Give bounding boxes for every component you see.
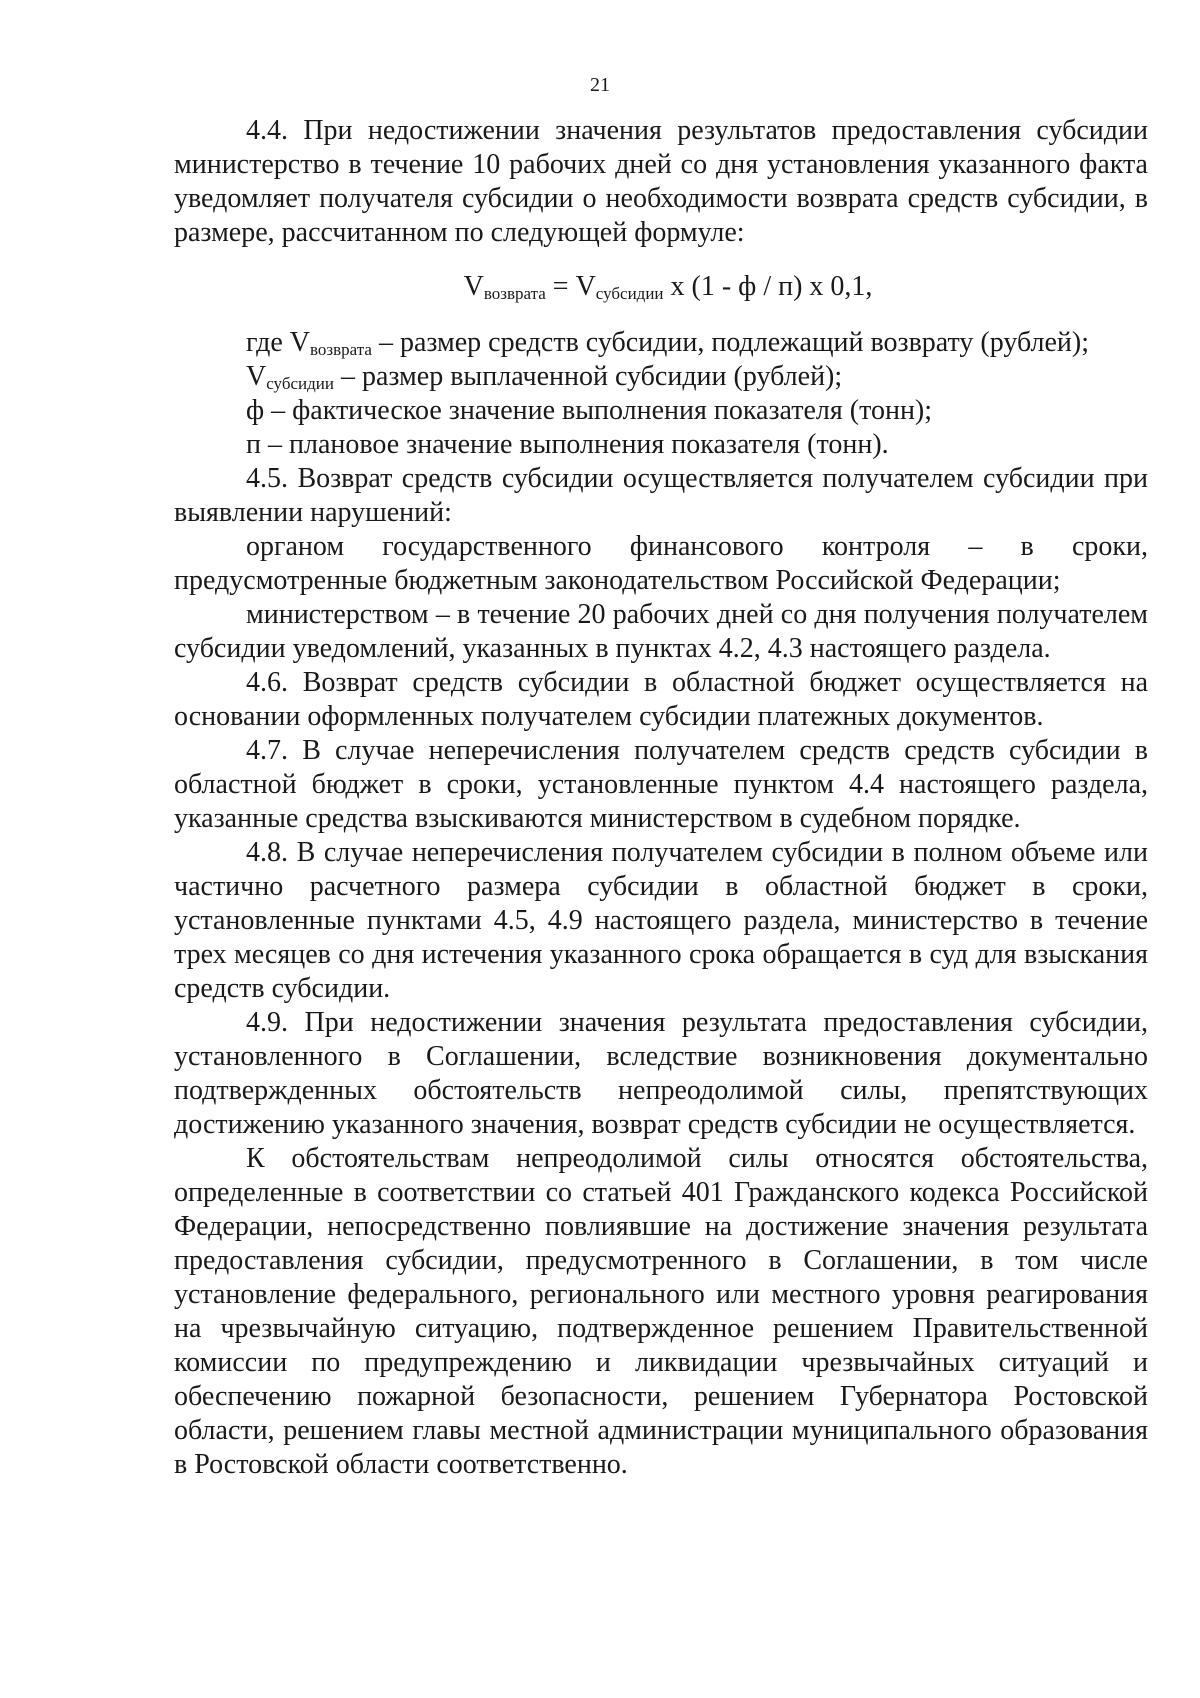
definition-p: п – плановое значение выполнения показателя (тонн).	[246, 429, 889, 460]
return-formula	[174, 270, 1148, 304]
formula-v-subsidy: V	[575, 271, 596, 302]
paragraph-force-majeure: К обстоятельствам непреодолимой силы относятся обстоятельства, определенные в соответствии со статьей 401 Гражданского кодекса Российской Федерации, непосредственно повлиявшие на достижение значения результата предоставления субсидии, предусмотренного в Соглашении, в том числе установление федерального, регионального или местного уровня реагирования на чрезвычайную ситуацию, подтвержденное решением Правительственной комиссии по предупреждению и ликвидации чрезвычайных ситуаций и обеспечению пожарной безопасности, решением Губернатора Ростовской области, решением главы местной администрации муниципального образования в Ростовской области соответственно.	[174, 1143, 1148, 1480]
paragraph-4-4: 4.4. При недостижении значения результатов предоставления субсидии министерство в течение 10 рабочих дней со дня установления указанного факта уведомляет получателя субсидии о необходимости возврата средств субсидии, в размере, рассчитанном по следующей формуле:	[174, 115, 1148, 248]
definition-f: ф – фактическое значение выполнения показателя (тонн);	[246, 395, 933, 426]
paragraph-4-6: 4.6. Возврат средств субсидии в областной бюджет осуществляется на основании оформленных получателем субсидии платежных документов.	[174, 667, 1148, 732]
definition-v-subsidy-prefix: V	[246, 361, 267, 392]
formula-sub-return: возврата	[483, 284, 546, 303]
definition-v-return-prefix: где V	[246, 327, 310, 358]
definition-v-return-text: – размер средств субсидии, подлежащий возврату (рублей);	[371, 327, 1089, 358]
formula-sub-subsidy: субсидии	[595, 284, 664, 303]
definition-v-return	[174, 326, 1148, 360]
formula-equals: =	[545, 271, 576, 302]
paragraph-4-5-ministry: министерством – в течение 20 рабочих дней со дня получения получателем субсидии уведомлений, указанных в пунктах 4.2, 4.3 настоящего раздела.	[174, 599, 1148, 664]
definition-v-subsidy-text: – размер выплаченной субсидии (рублей);	[333, 361, 843, 392]
paragraph-4-9: 4.9. При недостижении значения результата предоставления субсидии, установленного в Соглашении, вследствие возникновения документально подтвержденных обстоятельств непреодолимой силы, препятствующих достижению указанного значения, возврат средств субсидии не осуществляется.	[174, 1007, 1148, 1140]
paragraph-4-7: 4.7. В случае неперечисления получателем средств средств субсидии в областной бюджет в сроки, установленные пунктом 4.4 настоящего раздела, указанные средства взыскиваются министерством в судебном порядке.	[174, 735, 1148, 834]
definition-v-subsidy-sub: субсидии	[266, 374, 334, 393]
paragraph-4-8: 4.8. В случае неперечисления получателем субсидии в полном объеме или частично расчетного размера субсидии в областной бюджет в сроки, установленные пунктами 4.5, 4.9 настоящего раздела, министерство в течение трех месяцев со дня истечения указанного срока обращается в суд для взыскания средств субсидии.	[174, 837, 1148, 1004]
definition-v-subsidy	[174, 360, 1148, 394]
formula-rest: х (1 - ф / п) х 0,1,	[663, 271, 873, 302]
document-body	[174, 114, 1148, 1482]
paragraph-4-5: 4.5. Возврат средств субсидии осуществляется получателем субсидии при выявлении нарушений:	[174, 463, 1148, 528]
page-number: 21	[590, 74, 610, 96]
definition-v-return-sub: возврата	[309, 340, 372, 359]
paragraph-4-5-control-body: органом государственного финансового контроля – в сроки, предусмотренные бюджетным законодательством Российской Федерации;	[174, 531, 1148, 596]
formula-v-return: V	[463, 271, 484, 302]
